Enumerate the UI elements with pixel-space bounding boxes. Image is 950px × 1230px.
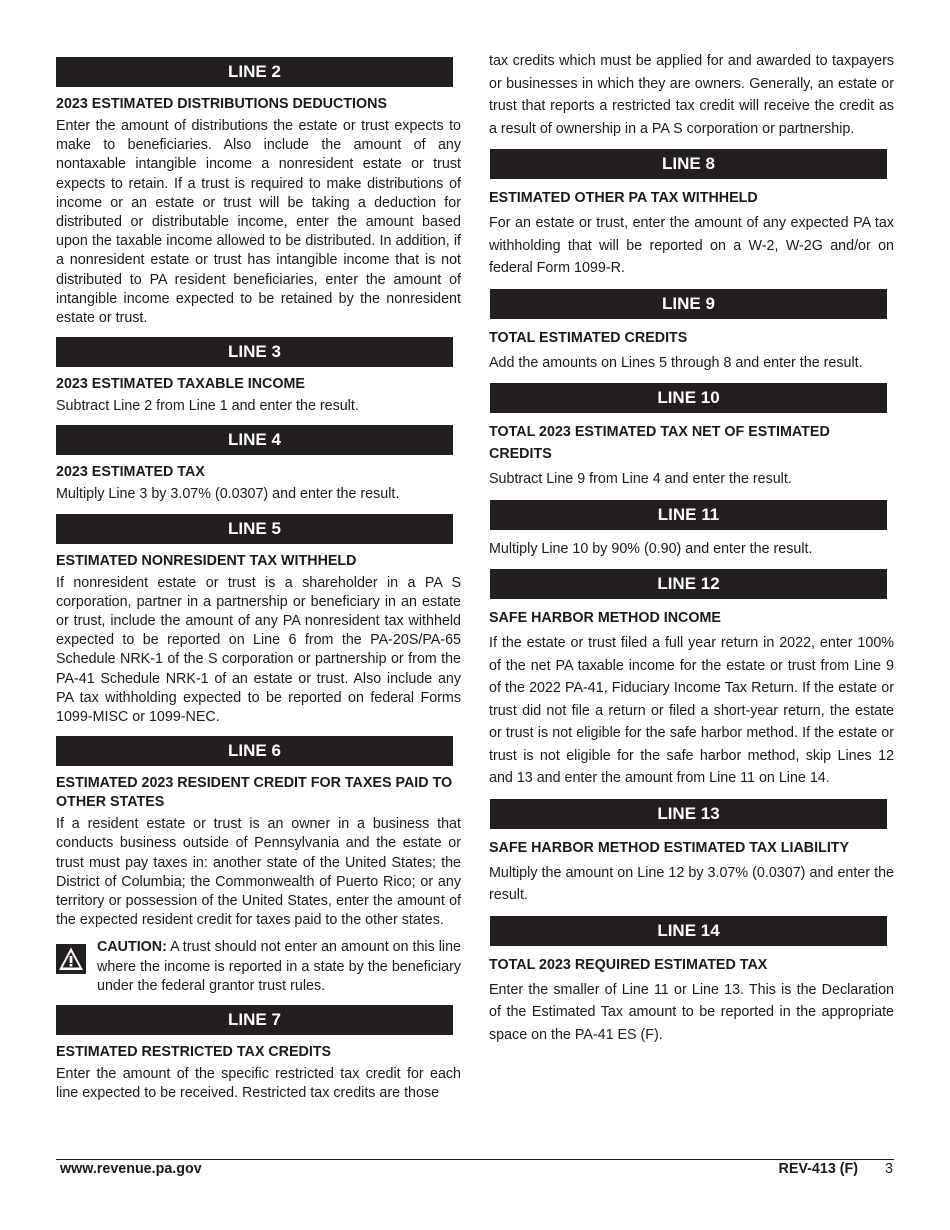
line-8-bar: LINE 8	[490, 149, 887, 179]
line-8-heading: ESTIMATED OTHER PA TAX WITHHELD	[489, 190, 758, 206]
line-9-bar: LINE 9	[490, 289, 887, 319]
line-12-heading: SAFE HARBOR METHOD INCOME	[489, 610, 721, 626]
line-6-heading: ESTIMATED 2023 RESIDENT CREDIT FOR TAXES PAID TO OTHER STATES	[56, 775, 453, 811]
right-column	[489, 48, 894, 1054]
line-5-bar: LINE 5	[56, 514, 453, 544]
footer-page-number: 3	[885, 1161, 893, 1177]
line-6-bar: LINE 6	[56, 736, 453, 766]
line-10-body: Subtract Line 9 from Line 4 and enter the result.	[489, 471, 792, 487]
footer-rule	[56, 1159, 894, 1160]
line-14-bar: LINE 14	[490, 916, 887, 946]
caution-note	[56, 938, 461, 996]
line-12-bar: LINE 12	[490, 569, 887, 599]
line-4-body: Multiply Line 3 by 3.07% (0.0307) and enter the result.	[56, 486, 400, 503]
line-13-bar: LINE 13	[490, 799, 887, 829]
caution-label: CAUTION:	[97, 939, 167, 956]
line-7-bar: LINE 7	[56, 1005, 453, 1035]
line-7-heading: ESTIMATED RESTRICTED TAX CREDITS	[56, 1044, 332, 1061]
line-10-bar: LINE 10	[490, 383, 887, 413]
line-3-bar: LINE 3	[56, 337, 453, 367]
continued-text: tax credits which must be applied for and awarded to taxpayers or businesses in which they are owners. Generally, an estate or trust that reports a restricted tax credit will receive the credit as a result of ownership in a PA S corporation or partnership.	[489, 53, 894, 137]
line-7-body: Enter the amount of the specific restricted tax credit for each line expected to be received. Restricted tax credits are those	[56, 1066, 461, 1102]
line-14-heading: TOTAL 2023 REQUIRED ESTIMATED TAX	[489, 956, 768, 973]
line-3-heading: 2023 ESTIMATED TAXABLE INCOME	[56, 376, 305, 393]
line-14-body: Enter the smaller of Line 11 or Line 13. This is the Declaration of the Estimated Tax amount to be reported in the appropriate space on the PA-41 ES (F).	[489, 981, 894, 1043]
line-13-heading: SAFE HARBOR METHOD ESTIMATED TAX LIABILITY	[489, 839, 850, 856]
line-9-body: Add the amounts on Lines 5 through 8 and enter the result.	[489, 354, 863, 371]
line-4-bar: LINE 4	[56, 425, 453, 455]
warning-triangle-icon	[56, 944, 86, 974]
line-5-heading: ESTIMATED NONRESIDENT TAX WITHHELD	[56, 552, 357, 569]
line-3-body: Subtract Line 2 from Line 1 and enter the result.	[56, 398, 359, 415]
footer-url-link[interactable]: www.revenue.pa.gov	[60, 1161, 202, 1177]
line-12-body: If the estate or trust filed a full year return in 2022, enter 100% of the net PA taxable income for the estate or trust from Line 9 of the 2022 PA-41, Fiduciary Income Tax Return. If the estate or trust did not file a return or filed a short-year return, the estate or trust is not eligible for the safe harbor method. If the estate or trust is not eligible for the safe harbor method, skip Lines 12 and 13 and enter the amount from Line 11 on Line 14.	[489, 635, 894, 786]
line-11-bar: LINE 11	[490, 500, 887, 530]
line-10-heading: TOTAL 2023 ESTIMATED TAX NET OF ESTIMATED CREDITS	[489, 424, 830, 462]
line-13-body: Multiply the amount on Line 12 by 3.07% (0.0307) and enter the result.	[489, 864, 894, 903]
line-11-body: Multiply Line 10 by 90% (0.90) and enter the result.	[489, 540, 813, 557]
line-2-bar: LINE 2	[56, 57, 453, 87]
left-column	[56, 48, 461, 1112]
line-4-heading: 2023 ESTIMATED TAX	[56, 464, 205, 481]
caution-text: A trust should not enter an amount on this line where the income is reported in a state by the beneficiary under the federal grantor trust rules.	[97, 939, 461, 994]
line-2-heading: 2023 ESTIMATED DISTRIBUTIONS DEDUCTIONS	[56, 96, 387, 112]
line-9-heading: TOTAL ESTIMATED CREDITS	[489, 329, 688, 346]
line-2-body: Enter the amount of distributions the estate or trust expects to make to beneficiaries. Also include the amount of any nontaxable intangible income a nonresident estate or trust expects to retain. If a trust is required to make distributions of income or an estate or trust will be taking a deduction for distributed or distributable income, enter the amount based upon the taxable income allowed to be distributed. In addition, if a nonresident estate or trust has intangible income that is not distributed to PA resident beneficiaries, enter the amount of intangible income expected to be retained by the nonresident estate or trust.	[56, 118, 461, 327]
line-5-body: If nonresident estate or trust is a shareholder in a PA S corporation, partner in a partnership or beneficiary in an estate or trust, include the amount of any PA nonresident tax withheld expected to be reported on Line 6 from the PA-20S/PA-65 Schedule NRK-1 of the S corporation or partnership or from the PA-41 Schedule NRK-1 of an estate or trust. Also include any PA tax withholding expected to be reported on federal Forms 1099-MISC or 1099-NEC.	[56, 574, 461, 726]
footer-form-number: REV-413 (F)	[778, 1161, 858, 1177]
line-8-body: For an estate or trust, enter the amount of any expected PA tax withholding that will be reported on a W-2, W-2G and/or on federal Form 1099-R.	[489, 215, 894, 276]
line-6-body: If a resident estate or trust is an owner in a business that conducts business outside of Pennsylvania and the estate or trust must pay taxes in: another state of the United States; the District of Columbia; the Commonwealth of Puerto Rico; or any territory or possession of the United States, enter the amount of the expected resident credit for taxes paid to the other states.	[56, 816, 461, 929]
